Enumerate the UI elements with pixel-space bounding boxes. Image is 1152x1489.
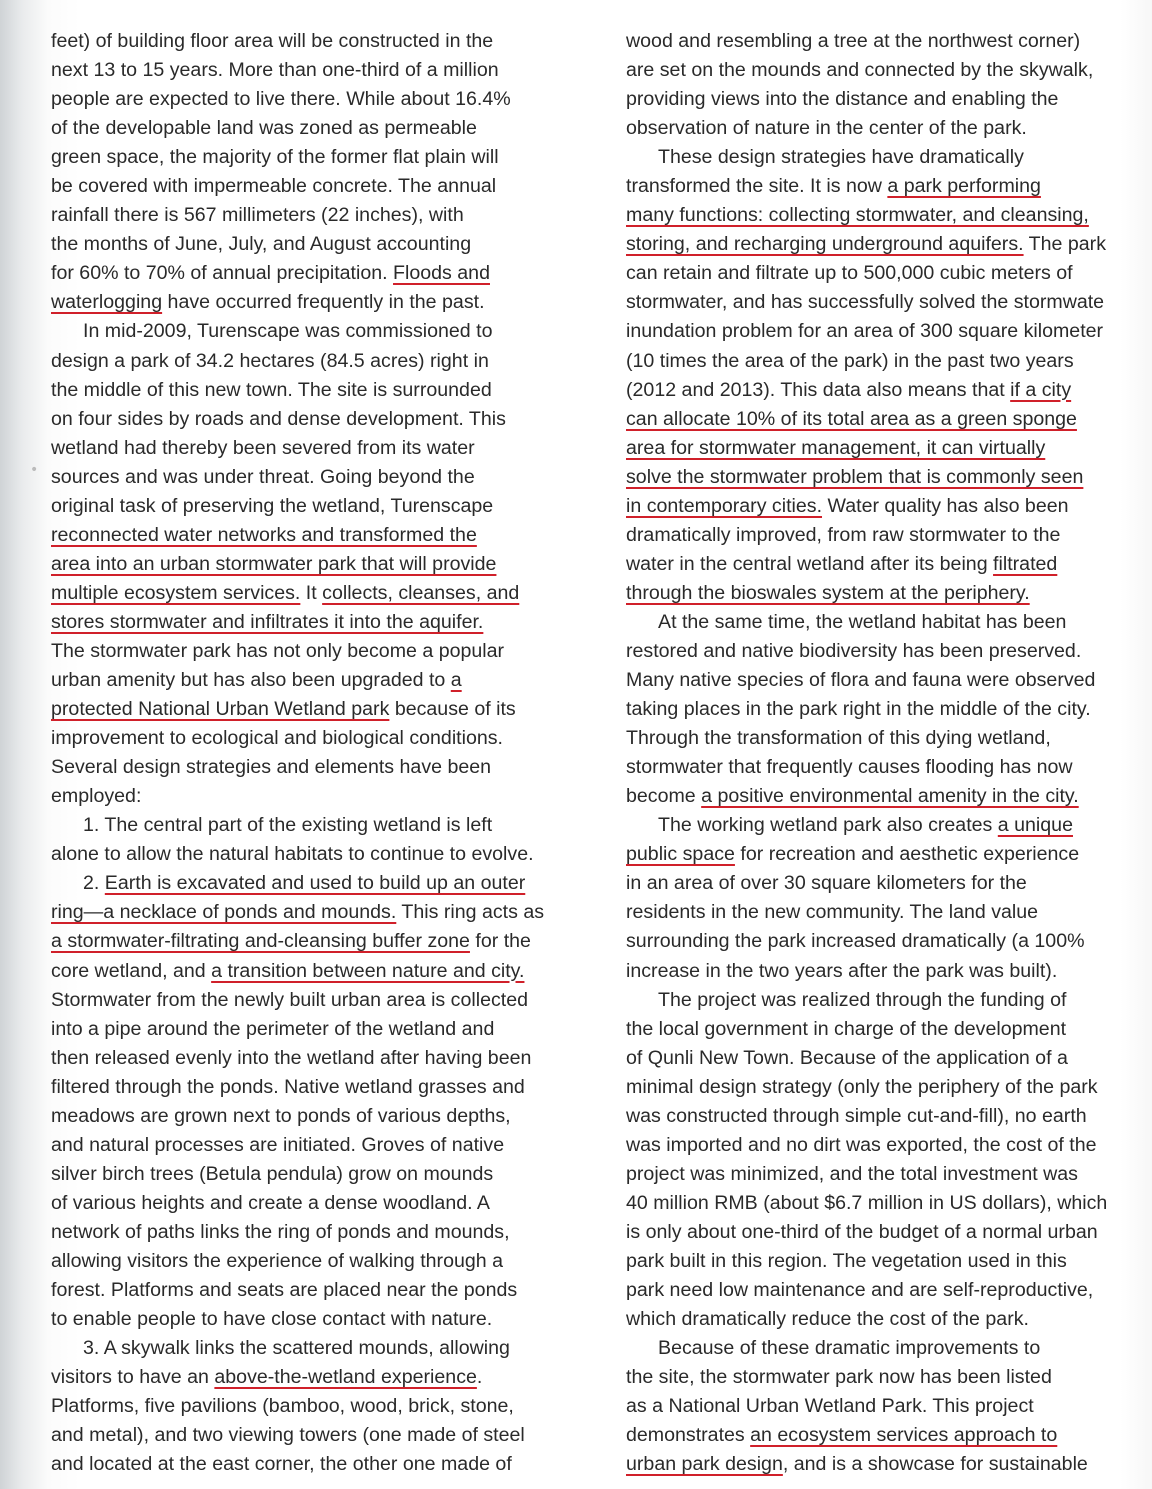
text-line bbox=[51, 317, 596, 346]
text-segment: urban amenity but has also been upgraded to bbox=[51, 669, 451, 692]
text-segment: wood and resembling a tree at the northwest corner) bbox=[626, 30, 1081, 52]
text-segment: transformed the site. It is now bbox=[626, 175, 888, 198]
text-line bbox=[51, 259, 596, 288]
text-line bbox=[51, 376, 596, 405]
text-segment: design a park of 34.2 hectares (84.5 acres) right in bbox=[51, 349, 489, 372]
text-segment: park built in this region. The vegetation used in this bbox=[626, 1249, 1067, 1272]
underlined-phrase: public space bbox=[626, 843, 735, 866]
underlined-phrase: reconnected water networks and transformed the bbox=[51, 523, 477, 546]
right-text-column bbox=[626, 27, 1152, 1479]
text-line bbox=[51, 898, 596, 927]
text-line bbox=[626, 1015, 1152, 1044]
text-line bbox=[51, 1450, 596, 1479]
text-segment: Through the transformation of this dying wetland, bbox=[626, 727, 1051, 750]
text-segment: (10 times the area of the park) in the past two years bbox=[626, 349, 1074, 372]
text-line bbox=[51, 1131, 596, 1160]
text-line bbox=[51, 56, 596, 85]
text-line bbox=[51, 927, 596, 956]
text-segment: the site, the stormwater park now has been listed bbox=[626, 1366, 1052, 1389]
text-segment: in an area of over 30 square kilometers for the bbox=[626, 872, 1027, 895]
text-line bbox=[51, 1334, 596, 1363]
text-segment: become bbox=[626, 785, 702, 808]
text-segment: These design strategies have dramatically bbox=[658, 146, 1024, 169]
underlined-phrase: through the bioswales system at the periphery. bbox=[626, 581, 1030, 604]
text-segment: green space, the majority of the former flat plain will bbox=[51, 146, 499, 169]
text-line bbox=[626, 1189, 1152, 1218]
text-segment: 40 million RMB (about $6.7 million in US dollars), which bbox=[626, 1191, 1108, 1214]
text-segment: observation of nature in the center of the park. bbox=[626, 117, 1027, 140]
text-line bbox=[51, 986, 596, 1015]
text-segment: and located at the east corner, the other one made of bbox=[51, 1453, 512, 1476]
text-segment: Water quality has also been bbox=[822, 494, 1069, 517]
text-segment: be covered with impermeable concrete. The annual bbox=[51, 175, 497, 198]
text-line bbox=[51, 579, 596, 608]
text-segment: the local government in charge of the development bbox=[626, 1017, 1067, 1040]
text-segment: forest. Platforms and seats are placed near the ponds bbox=[51, 1279, 518, 1302]
text-line bbox=[51, 1247, 596, 1276]
text-segment: (2012 and 2013). This data also means that bbox=[626, 378, 1011, 401]
text-segment: and metal), and two viewing towers (one made of steel bbox=[51, 1424, 525, 1447]
text-line bbox=[626, 724, 1152, 753]
underlined-phrase: above-the-wetland experience bbox=[214, 1366, 477, 1389]
text-segment: and natural processes are initiated. Groves of native bbox=[51, 1133, 505, 1156]
text-line bbox=[51, 143, 596, 172]
text-segment: 3. A skywalk links the scattered mounds, allowing bbox=[83, 1337, 510, 1360]
text-line bbox=[626, 85, 1152, 114]
text-line bbox=[51, 550, 596, 579]
text-line bbox=[626, 869, 1152, 898]
text-segment: are set on the mounds and connected by the skywalk, bbox=[626, 59, 1094, 82]
text-line bbox=[626, 608, 1152, 637]
text-line bbox=[51, 201, 596, 230]
text-line bbox=[626, 1102, 1152, 1131]
text-line bbox=[51, 1305, 596, 1334]
text-segment: surrounding the park increased dramatically (a 100% bbox=[626, 930, 1085, 953]
text-line bbox=[51, 724, 596, 753]
text-segment: Many native species of flora and fauna were observed bbox=[626, 669, 1096, 692]
text-segment: Because of these dramatic improvements to bbox=[658, 1337, 1041, 1360]
text-segment: is only about one-third of the budget of a normal urban bbox=[626, 1220, 1098, 1243]
text-segment: into a pipe around the perimeter of the wetland and bbox=[51, 1017, 495, 1040]
text-segment: Several design strategies and elements have been bbox=[51, 756, 492, 779]
text-segment: to enable people to have close contact with nature. bbox=[51, 1308, 493, 1331]
text-segment: improvement to ecological and biological conditions. bbox=[51, 727, 504, 750]
text-segment: park need low maintenance and are self-reproductive, bbox=[626, 1279, 1094, 1302]
text-line bbox=[626, 811, 1152, 840]
text-segment: taking places in the park right in the middle of the city. bbox=[626, 698, 1091, 721]
underlined-phrase: area for stormwater management, it can virtually bbox=[626, 436, 1046, 459]
text-line bbox=[51, 608, 596, 637]
text-line bbox=[626, 376, 1152, 405]
text-line bbox=[626, 27, 1152, 56]
underlined-phrase: filtrated bbox=[993, 552, 1058, 575]
underlined-phrase: in contemporary cities. bbox=[626, 494, 823, 517]
text-line bbox=[51, 114, 596, 143]
text-segment: have occurred frequently in the past. bbox=[162, 291, 485, 314]
text-line bbox=[626, 1392, 1152, 1421]
text-line bbox=[51, 288, 596, 317]
text-line bbox=[626, 521, 1152, 550]
text-line bbox=[626, 637, 1152, 666]
margin-dot-mark: • bbox=[30, 462, 39, 478]
text-segment: minimal design strategy (only the periphery of the park bbox=[626, 1075, 1098, 1098]
text-segment: This ring acts as bbox=[396, 901, 545, 924]
text-segment: feet) of building floor area will be constructed in the bbox=[51, 30, 494, 52]
text-line bbox=[626, 1450, 1152, 1479]
text-segment: stormwater, and has successfully solved the stormwate bbox=[626, 291, 1105, 314]
text-segment: restored and native biodiversity has been preserved. bbox=[626, 639, 1082, 662]
text-line bbox=[51, 840, 596, 869]
text-segment: the middle of this new town. The site is surrounded bbox=[51, 378, 492, 401]
text-segment: Platforms, five pavilions (bamboo, wood, brick, stone, bbox=[51, 1395, 514, 1418]
text-line bbox=[626, 1131, 1152, 1160]
text-line bbox=[626, 840, 1152, 869]
text-line bbox=[626, 927, 1152, 956]
text-segment: The working wetland park also creates bbox=[658, 814, 998, 837]
text-segment: inundation problem for an area of 300 square kilometer bbox=[626, 320, 1104, 343]
underlined-phrase: many functions: collecting stormwater, and cleansing, bbox=[626, 204, 1089, 227]
text-line bbox=[51, 463, 596, 492]
underlined-phrase: waterlogging bbox=[51, 291, 163, 314]
text-line bbox=[626, 986, 1152, 1015]
text-segment: project was minimized, and the total investment was bbox=[626, 1162, 1078, 1185]
underlined-phrase: a unique bbox=[997, 814, 1073, 837]
text-segment: allowing visitors the experience of walking through a bbox=[51, 1249, 503, 1272]
underlined-phrase: a positive environmental amenity in the city. bbox=[701, 785, 1079, 808]
text-line bbox=[51, 695, 596, 724]
text-line bbox=[626, 114, 1152, 143]
text-segment: , and is a showcase for sustainable bbox=[782, 1453, 1088, 1476]
underlined-phrase: a stormwater-filtrating and-cleansing buffer zone bbox=[51, 930, 470, 953]
text-segment: The project was realized through the funding of bbox=[658, 988, 1067, 1011]
text-line bbox=[51, 869, 596, 898]
text-line bbox=[626, 463, 1152, 492]
text-segment: demonstrates bbox=[626, 1424, 751, 1447]
text-line bbox=[626, 1044, 1152, 1073]
text-line bbox=[626, 56, 1152, 85]
text-line bbox=[626, 492, 1152, 521]
text-segment: which dramatically reduce the cost of the park. bbox=[626, 1308, 1029, 1331]
text-line bbox=[626, 172, 1152, 201]
text-segment: people are expected to live there. While about 16.4% bbox=[51, 88, 511, 111]
text-line bbox=[626, 1334, 1152, 1363]
text-segment: as a National Urban Wetland Park. This project bbox=[626, 1395, 1034, 1418]
text-line bbox=[626, 550, 1152, 579]
underlined-phrase: collects, cleanses, and bbox=[322, 581, 520, 604]
underlined-phrase: can allocate 10% of its total area as a green sponge bbox=[626, 407, 1077, 430]
text-line bbox=[51, 1044, 596, 1073]
text-segment: sources and was under threat. Going beyond the bbox=[51, 465, 475, 488]
text-segment: At the same time, the wetland habitat has been bbox=[658, 610, 1067, 633]
text-line bbox=[626, 898, 1152, 927]
text-segment: the months of June, July, and August accounting bbox=[51, 233, 472, 256]
text-line bbox=[626, 1218, 1152, 1247]
underlined-phrase: a park performing bbox=[887, 175, 1041, 198]
text-segment: increase in the two years after the park was built). bbox=[626, 959, 1058, 982]
text-segment: core wetland, and bbox=[51, 959, 212, 982]
text-segment: filtered through the ponds. Native wetland grasses and bbox=[51, 1075, 525, 1098]
text-segment: The stormwater park has not only become a popular bbox=[51, 639, 505, 662]
text-segment: meadows are grown next to ponds of various depths, bbox=[51, 1104, 511, 1127]
text-line bbox=[626, 405, 1152, 434]
text-segment: of the developable land was zoned as permeable bbox=[51, 117, 477, 140]
text-line bbox=[51, 85, 596, 114]
text-segment: dramatically improved, from raw stormwater to the bbox=[626, 523, 1061, 546]
text-segment: The park bbox=[1023, 233, 1106, 256]
text-line bbox=[626, 288, 1152, 317]
text-segment: alone to allow the natural habitats to continue to evolve. bbox=[51, 843, 534, 866]
text-line bbox=[626, 1247, 1152, 1276]
text-segment: for the bbox=[469, 930, 531, 953]
text-segment: visitors to have an bbox=[51, 1366, 215, 1389]
text-line bbox=[626, 579, 1152, 608]
text-segment: Stormwater from the newly built urban area is collected bbox=[51, 988, 528, 1011]
text-line bbox=[51, 1102, 596, 1131]
text-line bbox=[626, 695, 1152, 724]
text-line bbox=[51, 434, 596, 463]
underlined-phrase: a transition between nature and city. bbox=[211, 959, 525, 982]
text-line bbox=[626, 434, 1152, 463]
text-line bbox=[626, 230, 1152, 259]
text-line bbox=[51, 492, 596, 521]
text-segment: residents in the new community. The land value bbox=[626, 901, 1039, 924]
text-segment: for recreation and aesthetic experience bbox=[734, 843, 1080, 866]
text-segment: can retain and filtrate up to 500,000 cubic meters of bbox=[626, 262, 1073, 285]
text-line bbox=[626, 753, 1152, 782]
text-line bbox=[51, 230, 596, 259]
text-segment: because of its bbox=[389, 698, 516, 721]
text-line bbox=[51, 1160, 596, 1189]
underlined-phrase: stores stormwater and infiltrates it into the aquifer. bbox=[51, 610, 484, 633]
underlined-phrase: Earth is excavated and used to build up an outer bbox=[104, 872, 526, 895]
text-line bbox=[51, 405, 596, 434]
text-line bbox=[626, 1305, 1152, 1334]
text-segment: original task of preserving the wetland, Turenscape bbox=[51, 494, 494, 517]
underlined-phrase: storing, and recharging underground aquifers. bbox=[626, 233, 1024, 256]
text-segment: was constructed through simple cut-and-fill), no earth bbox=[626, 1104, 1087, 1127]
underlined-phrase: urban park design bbox=[626, 1453, 783, 1476]
text-segment: 2. bbox=[83, 872, 105, 895]
text-line bbox=[51, 1073, 596, 1102]
text-line bbox=[51, 637, 596, 666]
underlined-phrase: Floods and bbox=[393, 262, 490, 285]
underlined-phrase: if a city bbox=[1010, 378, 1072, 401]
underlined-phrase: area into an urban stormwater park that will provide bbox=[51, 552, 497, 575]
underlined-phrase: solve the stormwater problem that is commonly seen bbox=[626, 465, 1084, 488]
text-segment: network of paths links the ring of ponds and mounds, bbox=[51, 1220, 510, 1243]
text-line bbox=[51, 1276, 596, 1305]
text-segment: silver birch trees (Betula pendula) grow on mounds bbox=[51, 1162, 494, 1185]
text-segment: then released evenly into the wetland after having been bbox=[51, 1046, 532, 1069]
text-line bbox=[626, 1073, 1152, 1102]
text-line bbox=[626, 666, 1152, 695]
text-line bbox=[626, 1421, 1152, 1450]
text-segment: In mid-2009, Turenscape was commissioned to bbox=[83, 320, 493, 343]
underlined-phrase: protected National Urban Wetland park bbox=[51, 698, 390, 721]
text-segment: wetland had thereby been severed from its water bbox=[51, 436, 475, 459]
text-line bbox=[51, 666, 596, 695]
text-line bbox=[51, 957, 596, 986]
text-line bbox=[626, 1276, 1152, 1305]
text-line bbox=[51, 172, 596, 201]
text-segment: next 13 to 15 years. More than one-third of a million bbox=[51, 59, 499, 82]
text-line bbox=[626, 317, 1152, 346]
text-segment: of various heights and create a dense woodland. A bbox=[51, 1191, 490, 1214]
text-line bbox=[626, 201, 1152, 230]
text-segment: providing views into the distance and enabling the bbox=[626, 88, 1059, 111]
text-line bbox=[51, 27, 596, 56]
text-segment: for 60% to 70% of annual precipitation. bbox=[51, 262, 394, 285]
text-segment: on four sides by roads and dense development. This bbox=[51, 407, 506, 430]
text-segment: stormwater that frequently causes flooding has now bbox=[626, 756, 1073, 779]
text-line bbox=[626, 1160, 1152, 1189]
text-line bbox=[51, 1189, 596, 1218]
underlined-phrase: an ecosystem services approach to bbox=[750, 1424, 1058, 1447]
text-line bbox=[626, 259, 1152, 288]
text-segment: of Qunli New Town. Because of the application of a bbox=[626, 1046, 1068, 1069]
left-text-column bbox=[51, 27, 596, 1479]
text-line bbox=[51, 1392, 596, 1421]
text-segment: 1. The central part of the existing wetland is left bbox=[83, 814, 493, 837]
text-line bbox=[51, 811, 596, 840]
text-line bbox=[51, 1363, 596, 1392]
text-line bbox=[51, 521, 596, 550]
text-line bbox=[51, 1218, 596, 1247]
text-line bbox=[51, 753, 596, 782]
text-segment: water in the central wetland after its being bbox=[626, 552, 994, 575]
text-line bbox=[626, 957, 1152, 986]
text-segment: . bbox=[476, 1366, 483, 1389]
text-line bbox=[51, 1421, 596, 1450]
underlined-phrase: a bbox=[450, 669, 462, 692]
underlined-phrase: ring—a necklace of ponds and mounds. bbox=[51, 901, 397, 924]
text-line bbox=[51, 347, 596, 376]
text-line bbox=[626, 1363, 1152, 1392]
text-line bbox=[51, 782, 596, 811]
text-segment: was imported and no dirt was exported, the cost of the bbox=[626, 1133, 1097, 1156]
text-line bbox=[626, 782, 1152, 811]
text-segment: employed: bbox=[51, 785, 142, 808]
text-segment: rainfall there is 567 millimeters (22 inches), with bbox=[51, 204, 464, 227]
text-line bbox=[51, 1015, 596, 1044]
underlined-phrase: multiple ecosystem services. bbox=[51, 581, 301, 604]
text-line bbox=[626, 143, 1152, 172]
text-line bbox=[626, 347, 1152, 376]
text-segment: It bbox=[300, 581, 323, 604]
